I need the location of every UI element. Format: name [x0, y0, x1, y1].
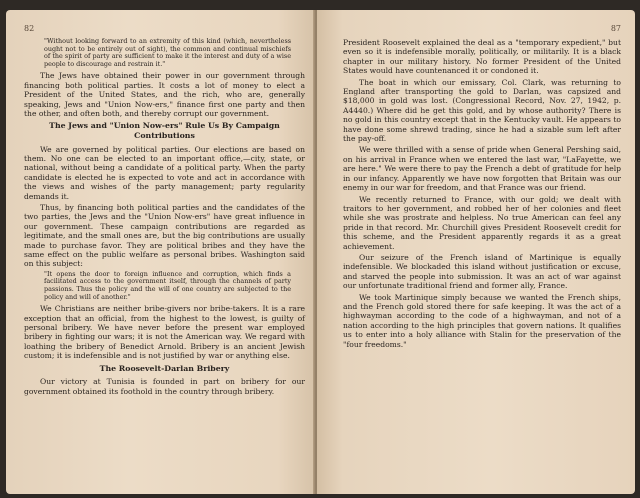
- paragraph: Our seizure of the French island of Martinique is equally indefensible. We blockaded this island without justification or excuse, and starved the people into submission. It was an act of war against our unfortunate traditional friend and former ally, France.: [343, 252, 621, 291]
- washington-quote-top: "Without looking forward to an extremity of this kind (which, nevertheless ought not to be entirely out of sight), the common and continual mischiefs of the spirit of party are sufficient to make it the interest and duty of a wise people to discourage and restrain it.": [44, 37, 291, 68]
- paragraph: We recently returned to France, with our gold; we dealt with traitors to her government, and robbed her of her colonies and fleet while she was prostrate and helpless. No true American can feel any pride in that record. Mr. Churchill gives President Roosevelt credit for this scheme, and the President apparently regards it as a great achievement.: [343, 194, 621, 251]
- left-page: [6, 10, 315, 494]
- paragraph: President Roosevelt explained the deal as a "temporary expedient," but even so it is indefensible morally, politically, or militarily. It is a black chapter in our military history. No former President of the United States would have countenanced it or condoned it.: [343, 38, 621, 76]
- right-page-number: 87: [610, 24, 621, 33]
- paragraph: We Christians are neither bribe-givers nor bribe-takers. It is a rare exception that an official, from the highest to the lowest, is guilty of personal bribery. We have never before the present war employed bribery in fighting our wars; it is not the American way. We regard with loathing the bribery of Benedict Arnold. Bribery is an ancient Jewish custom; it is indefensible and is not justified by war or anything else.: [24, 304, 305, 361]
- paragraph: We were thrilled with a sense of pride when General Pershing said, on his arrival in France when we entered the last war, "LaFayette, we are here." We were there to pay the French a debt of gratitude for help in our infancy. Apparently we have now forgotten that Britain was our enemy in our war for freedom, and that France was our friend.: [343, 145, 621, 193]
- left-page-number: 82: [24, 24, 35, 33]
- right-page: [317, 10, 635, 494]
- washington-quote: "It opens the door to foreign influence and corruption, which finds a facilitated access to the government itself, through the channels of party passions. Thus the policy and the will of one country are subjected to the policy and will of another.": [44, 269, 291, 301]
- section-heading: The Jews and "Union Now-ers" Rule Us By Campaign Contributions: [49, 121, 280, 140]
- paragraph: The boat in which our emissary, Col. Clark, was returning to England after transporting the gold to Darlan, was capsized and $18,000 in gold was lost. (Congressional Record, Nov. 27, 1942, p. A4440.) Where did he get this gold, and by whose authority? There is no gold in this country except that in the Kentucky vault. He appears to have done some shrewd trading, since he had a sizable sum left after the pay-off.: [343, 77, 621, 144]
- paragraph: Thus, by financing both political parties and the candidates of the two parties, the Jews and the "Union Now-ers" have great influence in our government. These campaign contributions are regarded as legitimate, and the small ones are, but the big contributions are usually made to purchase favor. They are political bribes and they have the same effect on the public welfare as personal bribes. Washington said on this subject:: [24, 203, 305, 269]
- paragraph: The Jews have obtained their power in our government through financing both political parties. It costs a lot of money to elect a President of the United States, and the rich, who are, generally speaking, Jews and "Union Now-ers," finance first one party and then the other, and often both, and thereby corrupt our government.: [24, 71, 305, 118]
- paragraph: Our victory at Tunisia is founded in part on bribery for our government obtained its foothold in the country through bribery.: [24, 377, 305, 396]
- section-heading: The Roosevelt-Darlan Bribery: [99, 363, 230, 373]
- paragraph: We are governed by political parties. Our elections are based on them. No one can be elected to an important office,—city, state, or national, without being a candidate of a political party. When the party candidate is elected he is expected to vote and act in accordance with the views and wishes of the party management; party regularity demands it.: [24, 144, 305, 201]
- paragraph: We took Martinique simply because we wanted the French ships, and the French gold stored there for safe keeping. It was the act of a highwayman according to the code of a highwayman, and not of a nation according to the high principles that govern nations. It qualifies us to enter into a holy alliance with Stalin for the preservation of the "four freedoms.": [343, 292, 621, 349]
